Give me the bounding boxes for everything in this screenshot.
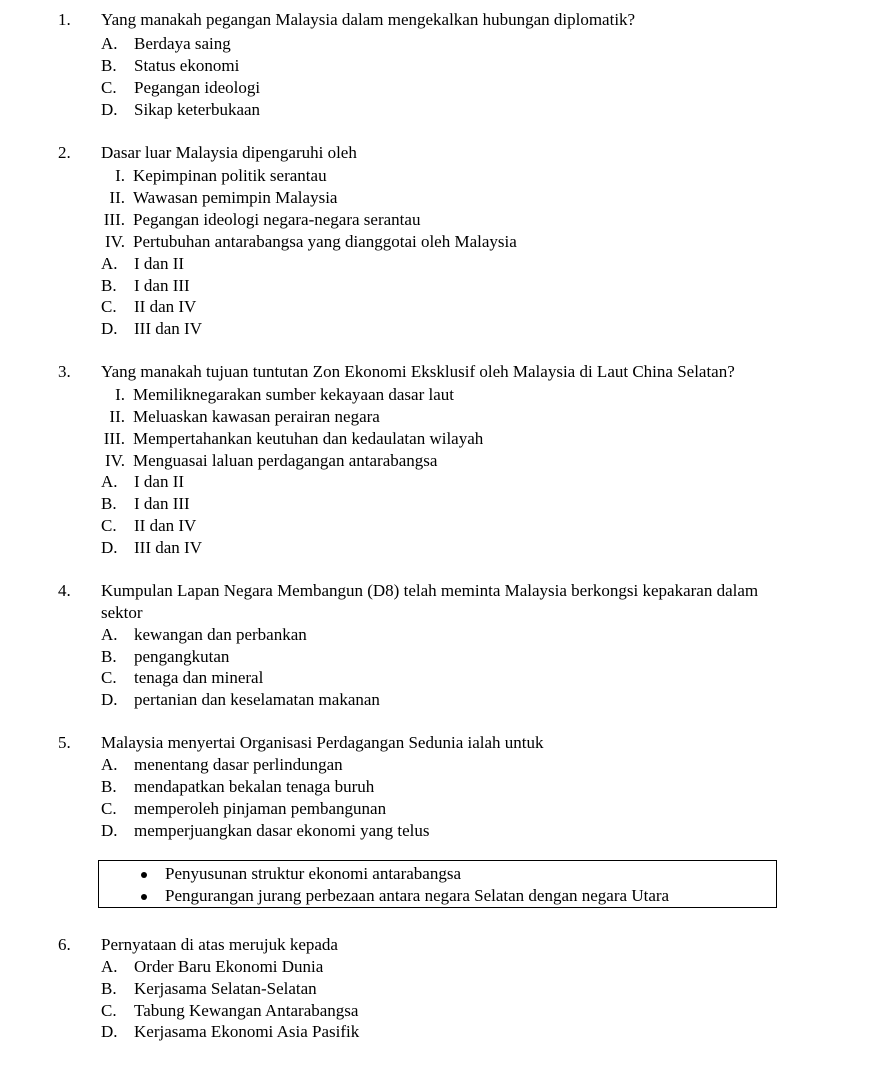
option-text: II dan IV <box>134 297 197 316</box>
option-letter: B. <box>101 494 117 513</box>
option-text: Order Baru Ekonomi Dunia <box>134 957 324 976</box>
option-letter: C. <box>101 668 117 687</box>
option-letter: A. <box>101 957 118 976</box>
statement-roman: I. <box>115 385 125 404</box>
option-text: Kerjasama Ekonomi Asia Pasifik <box>134 1022 360 1041</box>
option-letter: B. <box>101 979 117 998</box>
option-text: memperoleh pinjaman pembangunan <box>134 799 387 818</box>
option-letter: C. <box>101 78 117 97</box>
stimulus-box <box>98 860 777 908</box>
option-letter: D. <box>101 538 118 557</box>
statement-roman: III. <box>103 210 125 229</box>
option-text: Tabung Kewangan Antarabangsa <box>134 1001 359 1020</box>
option-text: kewangan dan perbankan <box>134 625 307 644</box>
question-number: 3. <box>58 362 71 381</box>
option-text: II dan IV <box>134 516 197 535</box>
question-number: 4. <box>58 581 71 600</box>
option-letter: D. <box>101 100 118 119</box>
option-text: III dan IV <box>134 538 202 557</box>
option-letter: B. <box>101 56 117 75</box>
statement-text: Memiliknegarakan sumber kekayaan dasar laut <box>133 385 454 404</box>
option-text: I dan II <box>134 472 185 491</box>
question-text: Malaysia menyertai Organisasi Perdagangan Sedunia ialah untuk <box>101 733 544 752</box>
option-letter: D. <box>101 821 118 840</box>
statement-text: Wawasan pemimpin Malaysia <box>133 188 338 207</box>
option-text: Berdaya saing <box>134 34 231 53</box>
option-letter: B. <box>101 647 117 666</box>
option-text: III dan IV <box>134 319 202 338</box>
question-text: sektor <box>101 603 143 622</box>
option-text: Kerjasama Selatan-Selatan <box>134 979 317 998</box>
option-text: I dan II <box>134 254 185 273</box>
statement-text: Kepimpinan politik serantau <box>133 166 327 185</box>
statement-text: Mempertahankan keutuhan dan kedaulatan wilayah <box>133 429 484 448</box>
option-text: mendapatkan bekalan tenaga buruh <box>134 777 375 796</box>
question-text: Yang manakah pegangan Malaysia dalam mengekalkan hubungan diplomatik? <box>101 10 636 29</box>
statement-text: Pertubuhan antarabangsa yang dianggotai oleh Malaysia <box>133 232 517 251</box>
statement-roman: II. <box>109 407 125 426</box>
statement-roman: IV. <box>105 451 125 470</box>
stimulus-item: Pengurangan jurang perbezaan antara negara Selatan dengan negara Utara <box>165 886 670 905</box>
statement-text: Menguasai laluan perdagangan antarabangsa <box>133 451 438 470</box>
question-text: Yang manakah tujuan tuntutan Zon Ekonomi Eksklusif oleh Malaysia di Laut China Selatan? <box>101 362 735 381</box>
option-letter: C. <box>101 297 117 316</box>
question-number: 6. <box>58 935 71 954</box>
option-text: Status ekonomi <box>134 56 240 75</box>
option-letter: A. <box>101 625 118 644</box>
bullet-icon <box>141 894 147 900</box>
statement-roman: II. <box>109 188 125 207</box>
question-text: Kumpulan Lapan Negara Membangun (D8) telah meminta Malaysia berkongsi kepakaran dalam <box>101 581 759 600</box>
option-letter: D. <box>101 319 118 338</box>
option-text: Sikap keterbukaan <box>134 100 261 119</box>
statement-roman: I. <box>115 166 125 185</box>
option-text: tenaga dan mineral <box>134 668 264 687</box>
option-letter: C. <box>101 1001 117 1020</box>
option-letter: A. <box>101 472 118 491</box>
option-letter: C. <box>101 516 117 535</box>
bullet-icon <box>141 872 147 878</box>
option-letter: D. <box>101 690 118 709</box>
option-letter: D. <box>101 1022 118 1041</box>
statement-text: Meluaskan kawasan perairan negara <box>133 407 380 426</box>
option-letter: C. <box>101 799 117 818</box>
statement-roman: IV. <box>105 232 125 251</box>
option-letter: B. <box>101 276 117 295</box>
question-text: Dasar luar Malaysia dipengaruhi oleh <box>101 143 357 162</box>
option-letter: A. <box>101 254 118 273</box>
question-number: 2. <box>58 143 71 162</box>
option-text: pertanian dan keselamatan makanan <box>134 690 380 709</box>
option-text: I dan III <box>134 276 190 295</box>
option-letter: A. <box>101 755 118 774</box>
question-number: 1. <box>58 10 71 29</box>
question-number: 5. <box>58 733 71 752</box>
question-text: Pernyataan di atas merujuk kepada <box>101 935 338 954</box>
statement-text: Pegangan ideologi negara-negara serantau <box>133 210 421 229</box>
option-letter: B. <box>101 777 117 796</box>
option-text: menentang dasar perlindungan <box>134 755 343 774</box>
option-text: memperjuangkan dasar ekonomi yang telus <box>134 821 430 840</box>
option-letter: A. <box>101 34 118 53</box>
option-text: Pegangan ideologi <box>134 78 261 97</box>
stimulus-item: Penyusunan struktur ekonomi antarabangsa <box>165 864 462 883</box>
option-text: I dan III <box>134 494 190 513</box>
statement-roman: III. <box>103 429 125 448</box>
option-text: pengangkutan <box>134 647 230 666</box>
